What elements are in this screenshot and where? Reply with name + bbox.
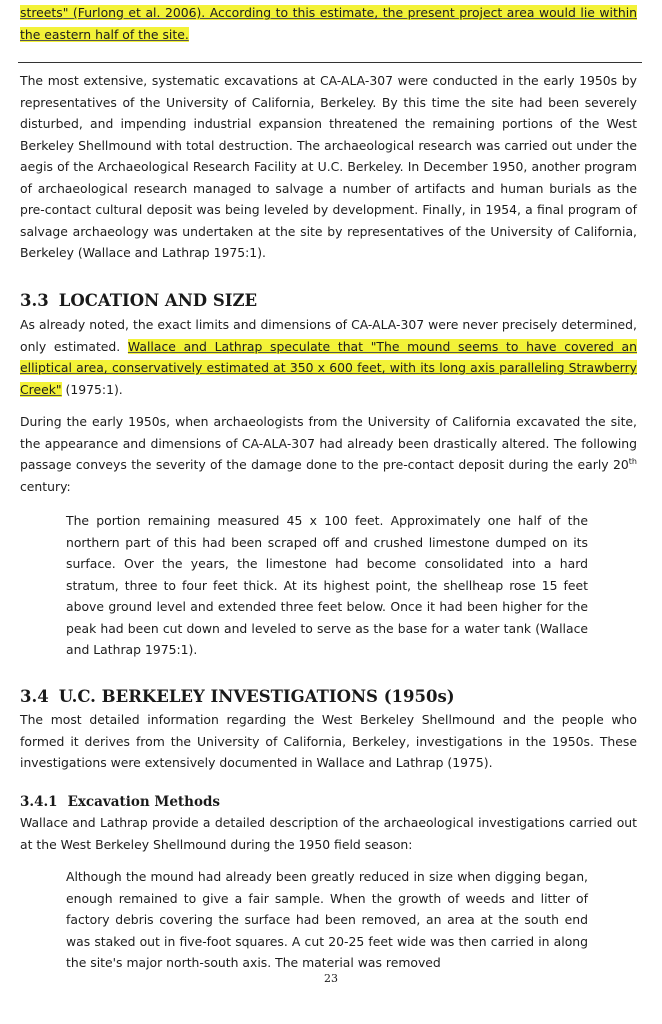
section-number: 3.4 — [20, 687, 49, 706]
paragraph-text: (1975:1). — [61, 381, 123, 397]
section-heading-3-3 — [20, 290, 257, 312]
paragraph-investigations: The most detailed information regarding the West Berkeley Shellmound and the people who formed it derives from the University of California, Berkeley, investigations in the 1950s. These investigations were extensively documented in Wallace and Lathrap (1975). — [20, 712, 637, 770]
block-quote-damage: The portion remaining measured 45 x 100 feet. Approximately one half of the northern part of this had been scraped off and crushed limestone dumped on its surface. Over the years, the limestone had become consolidated into a hard stratum, three to four feet thick. At its highest point, the shellheap rose 15 feet above ground level and extended three feet below. Once it had been higher for the peak had been cut down and leveled to serve as the base for a water tank (Wallace and Lathrap 1975:1). — [66, 513, 588, 657]
section-title: Excavation Methods — [67, 794, 221, 810]
section-number: 3.3 — [20, 291, 49, 310]
section-divider — [18, 62, 642, 63]
section-number: 3.4.1 — [20, 794, 58, 810]
paragraph-text: As already noted, the exact limits and dimensions of CA-ALA-307 were never precisely determined, only estimated. — [20, 317, 637, 354]
section-heading-3-4 — [20, 686, 455, 708]
paragraph-text: century: — [20, 478, 71, 494]
section-title: U.C. BERKELEY INVESTIGATIONS (1950s) — [58, 687, 455, 706]
top-paragraph — [20, 2, 637, 45]
paragraph-text: During the early 1950s, when archaeologists from the University of California excavated the site, the appearance and dimensions of CA-ALA-307 had already been drastically altered. The following passage conveys the severity of the damage done to the pre-contact deposit during the early 20 — [20, 414, 637, 472]
highlighted-text: Wallace and Lathrap speculate that "The mound seems to have covered an elliptical area, conservatively estimated at 350 x 600 feet, with its long axis paralleling Strawberry Creek" — [20, 338, 637, 397]
highlighted-text: streets" (Furlong et al. 2006). According to this estimate, the present project area would lie within the eastern half of the site. — [20, 5, 637, 42]
block-quote-methods: Although the mound had already been greatly reduced in size when digging began, enough remained to give a fair sample. When the growth of weeds and litter of factory debris covering the surface had been removed, an area at the south end was staked out in five-foot squares. A cut 20-25 feet wide was then carried in along the site's major north-south axis. The material was removed — [66, 869, 588, 970]
paragraph-excavation-methods: Wallace and Lathrap provide a detailed description of the archaeological investigations carried out at the West Berkeley Shellmound during the 1950 field season: — [20, 815, 637, 852]
paragraph-damage — [20, 411, 637, 497]
section-heading-3-4-1 — [20, 792, 220, 812]
section-title: LOCATION AND SIZE — [58, 291, 258, 310]
superscript: th — [628, 456, 637, 466]
paragraph-excavations: The most extensive, systematic excavations at CA-ALA-307 were conducted in the early 1950s by representatives of the University of California, Berkeley. By this time the site had been severely disturbed, and impending industrial expansion threatened the remaining portions of the West Berkeley Shellmound with total destruction. The archaeological research was carried out under the aegis of the Archaeological Research Facility at U.C. Berkeley. In December 1950, another program of archaeological research managed to salvage a number of artifacts and human burials as the pre-contact cultural deposit was being leveled by development. Finally, in 1954, a final program of salvage archaeology was undertaken at the site by representatives of the University of California, Berkeley (Wallace and Lathrap 1975:1). — [20, 73, 637, 260]
page-number: 23 — [324, 972, 338, 985]
paragraph-location — [20, 314, 637, 400]
